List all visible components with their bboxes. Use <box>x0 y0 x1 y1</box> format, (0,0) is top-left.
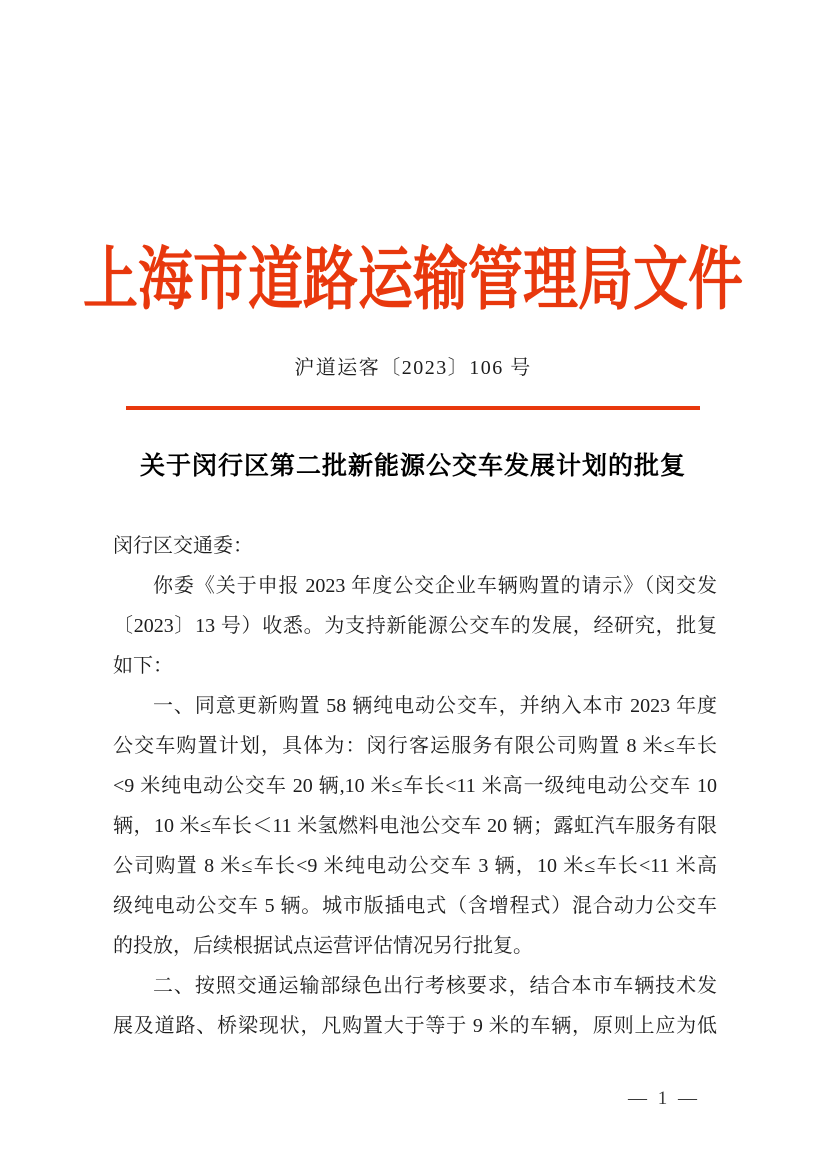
body-line: 如下： <box>113 655 173 677</box>
salutation: 闵行区交通委： <box>113 535 253 557</box>
body-line: 的投放，后续根据试点运营评估情况另行批复。 <box>113 935 533 957</box>
body-line: 公司购置 8 米≤车长<9 米纯电动公交车 3 辆，10 米≤车长<11 米高 <box>113 855 717 877</box>
red-divider-line <box>126 406 700 410</box>
body-line: 公交车购置计划，具体为：闵行客运服务有限公司购置 8 米≤车长 <box>113 735 717 757</box>
body-line: 一、同意更新购置 58 辆纯电动公交车，并纳入本市 2023 年度 <box>153 695 717 717</box>
page-number: — 1 — <box>628 1088 700 1109</box>
document-body <box>113 526 717 1046</box>
agency-header-title: 上海市道路运输管理局文件 <box>82 241 743 318</box>
body-line: 级纯电动公交车 5 辆。城市版插电式（含增程式）混合动力公交车 <box>113 895 717 917</box>
body-line: 辆，10 米≤车长＜11 米氢燃料电池公交车 20 辆；露虹汽车服务有限 <box>113 815 717 837</box>
body-line: 二、按照交通运输部绿色出行考核要求，结合本市车辆技术发 <box>153 975 717 997</box>
paragraphs-container <box>113 566 717 1046</box>
document-title: 关于闵行区第二批新能源公交车发展计划的批复 <box>139 453 686 480</box>
body-line: 展及道路、桥梁现状，凡购置大于等于 9 米的车辆，原则上应为低 <box>113 1015 717 1037</box>
body-line: <9 米纯电动公交车 20 辆,10 米≤车长<11 米高一级纯电动公交车 10 <box>113 775 717 797</box>
document-reference-number: 沪道运客〔2023〕106 号 <box>294 357 532 379</box>
body-line: 你委《关于申报 2023 年度公交企业车辆购置的请示》（闵交发 <box>153 575 717 597</box>
body-line: 〔2023〕13 号）收悉。为支持新能源公交车的发展，经研究，批复 <box>113 615 717 637</box>
